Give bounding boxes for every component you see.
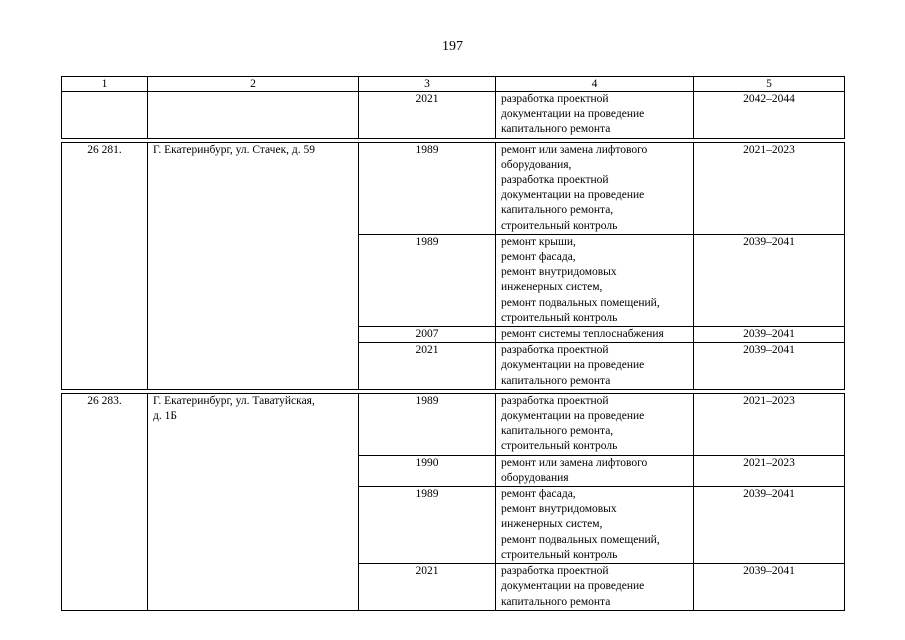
column-header: 3 (359, 77, 496, 92)
column-header: 5 (694, 77, 845, 92)
year-cell: 1989 (359, 234, 496, 326)
work-cell: ремонт системы теплоснабжения (496, 327, 694, 343)
period-cell: 2021–2023 (694, 455, 845, 486)
work-cell: ремонт крыши, ремонт фасада, ремонт внутридомовых инженерных систем, ремонт подвальных помещений, строительный контроль (496, 234, 694, 326)
repair-schedule-table (61, 76, 845, 611)
year-cell: 1990 (359, 455, 496, 486)
work-cell: разработка проектной документации на проведение капитального ремонта (496, 92, 694, 139)
column-header: 1 (62, 77, 148, 92)
year-cell: 2021 (359, 92, 496, 139)
year-cell: 2021 (359, 343, 496, 390)
period-cell: 2042–2044 (694, 92, 845, 139)
column-header: 4 (496, 77, 694, 92)
address-cell: Г. Екатеринбург, ул. Стачек, д. 59 (148, 142, 359, 389)
table-row (62, 142, 845, 234)
work-cell: ремонт или замена лифтового оборудования (496, 455, 694, 486)
page-number: 197 (442, 39, 463, 54)
work-cell: ремонт фасада, ремонт внутридомовых инженерных систем, ремонт подвальных помещений, строительный контроль (496, 487, 694, 564)
table-row (62, 393, 845, 455)
year-cell: 2021 (359, 564, 496, 611)
address-cell: Г. Екатеринбург, ул. Таватуйская, д. 1Б (148, 393, 359, 610)
period-cell: 2039–2041 (694, 234, 845, 326)
work-cell: ремонт или замена лифтового оборудования, разработка проектной документации на проведение капитального ремонта, строительный контроль (496, 142, 694, 234)
row-number: 26 283. (62, 393, 148, 610)
period-cell: 2039–2041 (694, 327, 845, 343)
work-cell: разработка проектной документации на проведение капитального ремонта (496, 564, 694, 611)
year-cell: 2007 (359, 327, 496, 343)
work-cell: разработка проектной документации на проведение капитального ремонта, строительный контроль (496, 393, 694, 455)
year-cell: 1989 (359, 487, 496, 564)
row-number (62, 92, 148, 139)
period-cell: 2039–2041 (694, 343, 845, 390)
year-cell: 1989 (359, 393, 496, 455)
period-cell: 2039–2041 (694, 487, 845, 564)
row-number: 26 281. (62, 142, 148, 389)
work-cell: разработка проектной документации на проведение капитального ремонта (496, 343, 694, 390)
address-cell (148, 92, 359, 139)
period-cell: 2021–2023 (694, 393, 845, 455)
period-cell: 2039–2041 (694, 564, 845, 611)
year-cell: 1989 (359, 142, 496, 234)
column-header: 2 (148, 77, 359, 92)
table-row (62, 92, 845, 139)
period-cell: 2021–2023 (694, 142, 845, 234)
header-row (62, 77, 845, 92)
